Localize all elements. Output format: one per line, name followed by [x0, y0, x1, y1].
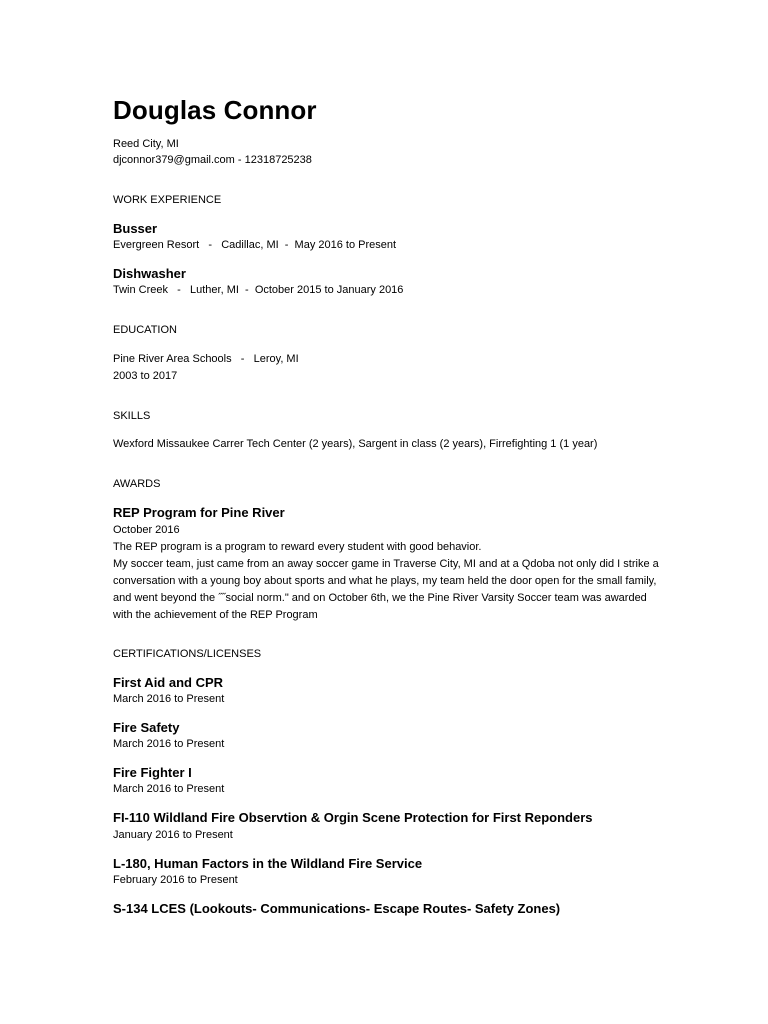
cert-title: Fire Fighter I [113, 765, 192, 780]
contact-info: djconnor379@gmail.com - 12318725238 [113, 154, 312, 166]
award-description: My soccer team, just came from an away soccer game in Traverse City, MI and at a Qdoba not only did I strike a conversation with a young boy about sports and what he plays, my team held the door open for the small family, and went beyond the ˝˝social norm." and on October 6th, we the Pine River Varsity Soccer team was awarded with the achievement of the REP Program [113, 558, 659, 621]
job-details: Evergreen Resort - Cadillac, MI - May 2016 to Present [113, 239, 397, 251]
award-title: REP Program for Pine River [113, 505, 285, 520]
skills-text: Wexford Missaukee Carrer Tech Center (2 years), Sargent in class (2 years), Firrefighting 1 (1 year) [113, 438, 598, 450]
cert-title: S-134 LCES (Lookouts- Communications- Escape Routes- Safety Zones) [113, 901, 561, 916]
cert-title: Fire Safety [113, 720, 180, 735]
school-name: Pine River Area Schools - Leroy, MI [113, 353, 299, 365]
cert-date: January 2016 to Present [113, 829, 233, 841]
job-title: Dishwasher [113, 266, 186, 281]
job-details: Twin Creek - Luther, MI - October 2015 to January 2016 [113, 284, 404, 296]
location: Reed City, MI [113, 138, 179, 150]
cert-date: March 2016 to Present [113, 783, 225, 795]
education-heading: EDUCATION [113, 324, 177, 336]
cert-date: March 2016 to Present [113, 738, 225, 750]
cert-date: February 2016 to Present [113, 874, 238, 886]
awards-heading: AWARDS [113, 478, 161, 490]
work-experience-heading: WORK EXPERIENCE [113, 194, 222, 206]
education-years: 2003 to 2017 [113, 370, 178, 382]
candidate-name: Douglas Connor [113, 95, 317, 125]
cert-title: First Aid and CPR [113, 675, 224, 690]
cert-title: FI-110 Wildland Fire Observtion & Orgin Scene Protection for First Reponders [113, 810, 593, 825]
cert-date: March 2016 to Present [113, 693, 225, 705]
cert-title: L-180, Human Factors in the Wildland Fire Service [113, 856, 423, 871]
skills-heading: SKILLS [113, 410, 151, 422]
job-title: Busser [113, 221, 158, 236]
certifications-heading: CERTIFICATIONS/LICENSES [113, 648, 262, 660]
award-summary: The REP program is a program to reward every student with good behavior. [113, 541, 482, 553]
award-date: October 2016 [113, 524, 180, 536]
